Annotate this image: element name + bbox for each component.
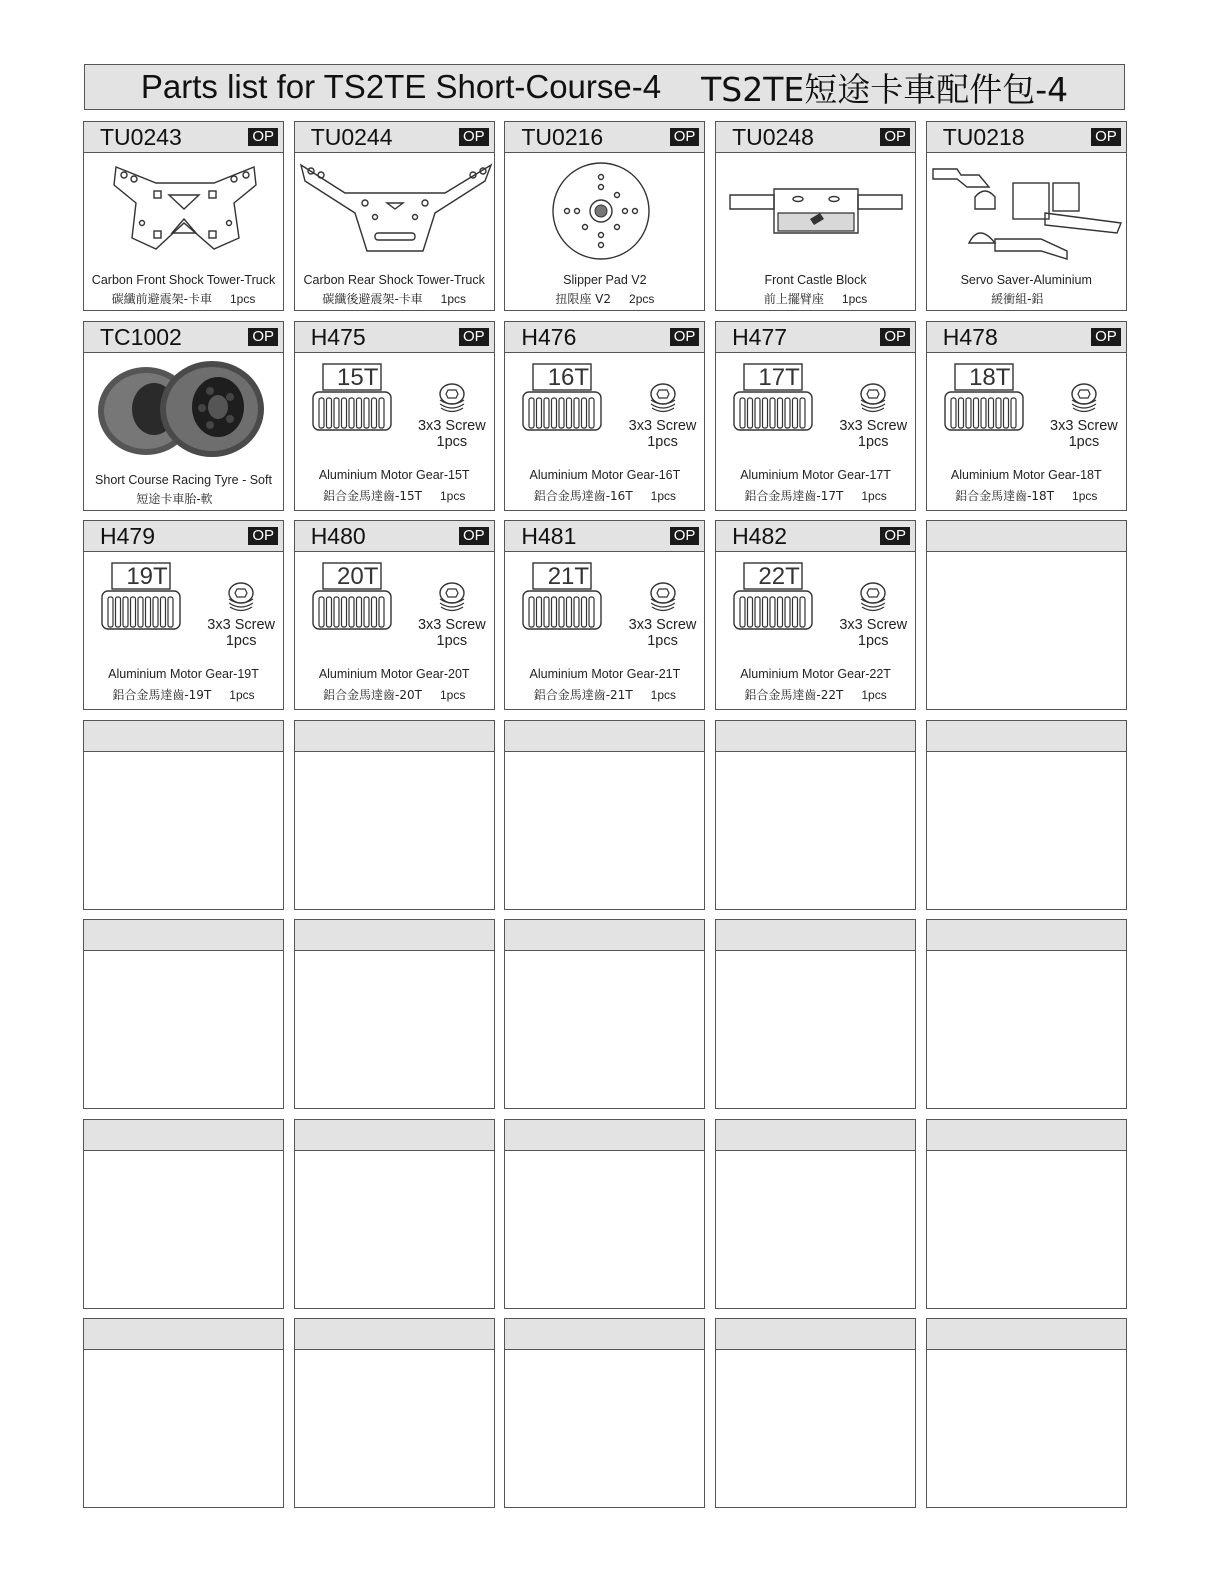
part-code: H479 [100,523,155,549]
screw-label: 3x3 Screw [628,617,697,633]
part-name-cn-row [927,487,1126,504]
screw-icon [858,382,888,416]
screw-label: 3x3 Screw [839,417,908,434]
op-badge: OP [459,328,489,346]
screw-qty: 1pcs [436,433,468,450]
part-name-cn-row [716,487,915,504]
cell-header [505,920,704,951]
part-cell [715,321,916,511]
part-name-cn: 碳纖後避震架-卡車 [322,292,423,306]
empty-part-cell [926,1318,1127,1508]
part-cell [294,121,495,311]
part-name-en: Aluminium Motor Gear-18T [950,467,1102,482]
rear-tower-icon [295,153,494,263]
cell-header [927,1120,1126,1151]
screw-label: 3x3 Screw [1050,417,1118,434]
part-code: TU0248 [732,124,814,150]
part-code: H482 [732,523,788,549]
op-badge: OP [459,128,489,146]
screw-qty: 1pcs [857,633,889,649]
part-code: H477 [732,323,788,350]
gear-tooth-label: 22T [758,563,800,590]
cell-header [505,122,704,153]
part-cell [294,321,495,511]
part-qty: 1pcs [861,688,887,702]
castle-block-icon [716,153,915,263]
part-code: TU0216 [521,124,604,150]
part-name-cn-row [716,686,915,703]
cell-header [295,1120,494,1151]
empty-part-cell [504,919,705,1109]
part-qty: 1pcs [229,292,256,306]
op-badge: OP [880,328,910,346]
part-code: H475 [310,323,366,350]
empty-part-cell [504,1318,705,1508]
screw-icon [226,581,256,615]
part-qty: 2pcs [629,292,655,306]
tyre-icon [84,353,283,463]
title-en: Parts list for TS2TE Short-Course-4 [140,68,662,105]
part-name-cn-row [84,686,283,703]
part-name-en: Aluminium Motor Gear-17T [740,467,891,482]
part-cell [83,321,284,511]
screw-label: 3x3 Screw [628,417,697,434]
part-cell [715,121,916,311]
part-name-cn: 鋁合金馬達齒-20T [323,688,422,702]
cell-header [927,920,1126,951]
part-qty: 1pcs [439,488,466,503]
part-name-en: Aluminium Motor Gear-16T [529,467,681,482]
empty-part-cell [294,919,495,1109]
op-badge: OP [1091,128,1121,146]
part-name-en: Front Castle Block [764,273,867,287]
gear-tooth-label: 17T [758,363,800,391]
part-name-cn-row [84,290,283,307]
empty-part-cell [504,1119,705,1309]
op-badge: OP [670,527,700,545]
op-badge: OP [459,527,489,545]
screw-qty: 1pcs [436,633,468,649]
part-name-cn: 鋁合金馬達齒-16T [533,488,633,503]
screw-label: 3x3 Screw [417,417,486,434]
part-code: TU0218 [942,124,1025,150]
empty-part-cell [83,720,284,910]
empty-part-cell [83,919,284,1109]
part-name-cn-row [295,686,494,703]
part-cell [294,520,495,710]
cell-header [716,1319,915,1350]
part-qty: 1pcs [1072,488,1098,503]
empty-part-cell [926,1119,1127,1309]
gear-tooth-label: 15T [337,363,379,391]
screw-callout [418,382,486,450]
screw-icon [437,581,467,615]
part-code: TU0244 [310,124,393,150]
cell-header [927,122,1126,153]
page-title [84,64,1125,110]
screw-callout [629,382,697,450]
screw-callout [1050,382,1118,450]
gear-tooth-label: 20T [337,563,379,590]
empty-part-cell [294,1318,495,1508]
screw-qty: 1pcs [647,633,678,649]
empty-part-cell [926,720,1127,910]
part-name-en: Aluminium Motor Gear-21T [529,667,681,681]
cell-header [505,1120,704,1151]
screw-qty: 1pcs [857,433,889,450]
screw-callout [839,581,907,649]
part-name-cn: 鋁合金馬達齒-19T [112,688,212,702]
cell-header [84,122,283,153]
op-badge: OP [880,527,910,545]
empty-part-cell [926,520,1127,710]
part-cell [504,321,705,511]
part-cell [504,121,705,311]
cell-header [84,1319,283,1350]
part-name-cn-row [295,290,494,307]
empty-part-cell [715,919,916,1109]
part-qty: 1pcs [440,292,467,306]
part-code: H480 [310,523,366,549]
screw-qty: 1pcs [647,433,678,450]
empty-part-cell [504,720,705,910]
op-badge: OP [248,328,278,346]
op-badge: OP [670,128,700,146]
slipper-pad-icon [505,153,704,263]
part-name-en: Aluminium Motor Gear-22T [740,667,891,681]
cell-header [84,920,283,951]
screw-callout [839,382,907,450]
part-name-en: Carbon Front Shock Tower-Truck [91,273,276,287]
part-name-en: Aluminium Motor Gear-20T [318,667,470,681]
screw-icon [1069,382,1099,416]
part-name-cn: 前上擺臂座 [763,292,824,306]
part-name-cn-row [295,487,494,504]
cell-header [927,521,1126,552]
part-name-en: Carbon Rear Shock Tower-Truck [303,273,485,287]
empty-part-cell [715,1119,916,1309]
cell-header [927,721,1126,752]
part-cell [504,520,705,710]
empty-part-cell [926,919,1127,1109]
screw-qty: 1pcs [1068,433,1100,450]
part-cell [926,121,1127,311]
part-qty: 1pcs [650,488,677,503]
empty-part-cell [294,720,495,910]
part-code: H476 [521,323,577,350]
part-name-cn: 扭限座 V2 [555,292,612,306]
part-name-cn-row [84,490,283,507]
part-name-en: Short Course Racing Tyre - Soft [95,472,272,487]
part-name-en: Aluminium Motor Gear-15T [318,467,470,482]
part-cell [926,321,1127,511]
part-name-cn-row [505,290,704,307]
gear-tooth-label: 18T [969,363,1011,391]
part-code: TU0243 [100,124,182,150]
part-cell [715,520,916,710]
screw-icon [648,382,678,416]
part-name-cn: 鋁合金馬達齒-22T [744,688,844,702]
screw-qty: 1pcs [225,633,257,649]
op-badge: OP [248,128,278,146]
screw-callout [418,581,486,649]
op-badge: OP [248,527,278,545]
part-cell [83,520,284,710]
part-name-cn: 鋁合金馬達齒-18T [955,488,1055,503]
screw-label: 3x3 Screw [417,617,486,633]
empty-part-cell [83,1318,284,1508]
part-name-cn: 緩衝組-鋁 [991,292,1044,306]
screw-icon [858,581,888,615]
gear-tooth-label: 16T [547,363,590,391]
title-cn: TS2TE短途卡車配件包-4 [701,69,1069,109]
part-name-cn-row [505,487,704,504]
part-name-cn: 碳纖前避震架-卡車 [111,292,212,306]
part-code: H478 [942,323,998,350]
cell-header [84,721,283,752]
part-name-en: Aluminium Motor Gear-19T [108,667,259,681]
part-qty: 1pcs [650,688,677,702]
servo-saver-icon [927,153,1126,263]
cell-header [927,1319,1126,1350]
cell-header [716,1120,915,1151]
part-name-cn: 鋁合金馬達齒-21T [533,688,633,702]
op-badge: OP [670,328,700,346]
cell-header [84,1120,283,1151]
op-badge: OP [880,128,910,146]
cell-header [716,920,915,951]
part-name-cn-row [927,290,1126,307]
part-name-cn: 鋁合金馬達齒-17T [744,488,844,503]
part-qty: 1pcs [861,488,887,503]
cell-header [505,1319,704,1350]
cell-header [716,721,915,752]
cell-header [295,721,494,752]
screw-callout [207,581,275,649]
cell-header [295,122,494,153]
part-qty: 1pcs [439,688,466,702]
part-cell [83,121,284,311]
part-code: TC1002 [100,323,182,350]
screw-icon [437,382,467,416]
part-qty: 1pcs [841,292,868,306]
screw-icon [648,581,678,615]
screw-label: 3x3 Screw [839,617,908,633]
part-code: H481 [521,523,577,549]
gear-tooth-label: 21T [547,563,590,590]
part-name-cn-row [716,290,915,307]
front-tower-icon [84,153,283,263]
empty-part-cell [715,720,916,910]
part-name-en: Servo Saver-Aluminium [960,273,1092,287]
part-name-cn-row [505,686,704,703]
part-name-cn: 短途卡車胎-軟 [136,491,213,506]
cell-header [505,721,704,752]
op-badge: OP [1091,328,1121,346]
part-name-cn: 鋁合金馬達齒-15T [323,488,422,503]
part-name-en: Slipper Pad V2 [563,273,647,287]
cell-header [295,920,494,951]
cell-header [716,122,915,153]
gear-tooth-label: 19T [126,563,168,590]
parts-grid [83,121,1127,1508]
part-qty: 1pcs [229,688,255,702]
screw-callout [629,581,697,649]
empty-part-cell [294,1119,495,1309]
cell-header [84,322,283,353]
empty-part-cell [83,1119,284,1309]
cell-header [295,1319,494,1350]
screw-label: 3x3 Screw [207,617,275,633]
empty-part-cell [715,1318,916,1508]
